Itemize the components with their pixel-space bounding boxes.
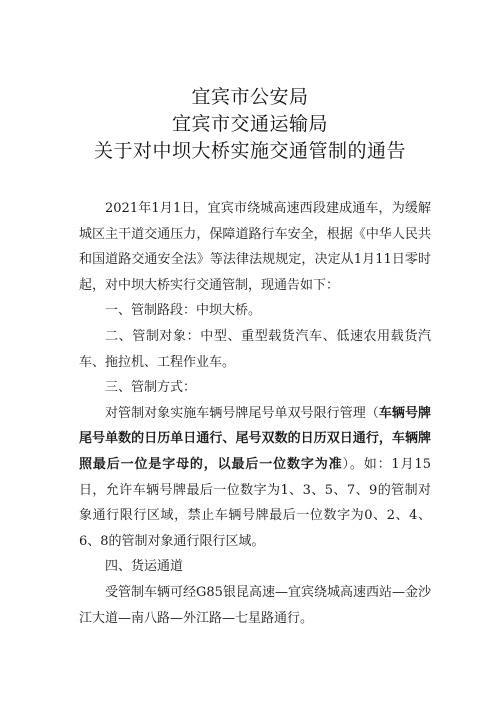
method-rule-bold: 车辆号牌尾号单数的日历单日通行、尾号双数的日历双日通行，车辆牌照最后一位是字母的，以最后一位数字为准 <box>79 405 431 472</box>
section-vehicles: 二、管制对象：中型、重型载货汽车、低速农用载货汽车、拖拉机、工程作业车。 <box>79 328 431 370</box>
section-freight-body: 受管制车辆可经G85银昆高速—宜宾绕城高速西站—金沙江大道—南八路—外江路—七星路通行。 <box>79 584 431 626</box>
section-road: 一、管制路段：中坝大桥。 <box>105 303 262 319</box>
notice-body <box>79 196 431 631</box>
issuer-public-security: 宜宾市公安局 <box>191 86 309 108</box>
section-method-body <box>79 401 431 555</box>
section-method-heading: 三、管制方式： <box>105 380 197 396</box>
intro-paragraph: 2021年1月1日，宜宾市绕城高速西段建成通车，为缓解城区主干道交通压力，保障道路行车安全，根据《中华人民共和国道路交通安全法》等法律法规规定，决定从1月11日零时起，对中坝大桥实行交通管制，现通告如下： <box>79 201 431 293</box>
method-example: ）。如：1月15日，允许车辆号牌最后一位数字为1、3、5、7、9的管制对象通行限行区域，禁止车辆号牌最后一位数字为0、2、4、6、8的管制对象通行限行区域。 <box>79 456 431 549</box>
section-freight-heading: 四、货运通道 <box>105 559 184 575</box>
issuer-transport: 宜宾市交通运输局 <box>171 113 328 135</box>
method-lead: 对管制对象实施车辆号牌尾号单双号限行管理（ <box>105 405 379 421</box>
notice-heading: 关于对中坝大桥实施交通管制的通告 <box>93 140 406 162</box>
notice-title <box>0 84 500 165</box>
